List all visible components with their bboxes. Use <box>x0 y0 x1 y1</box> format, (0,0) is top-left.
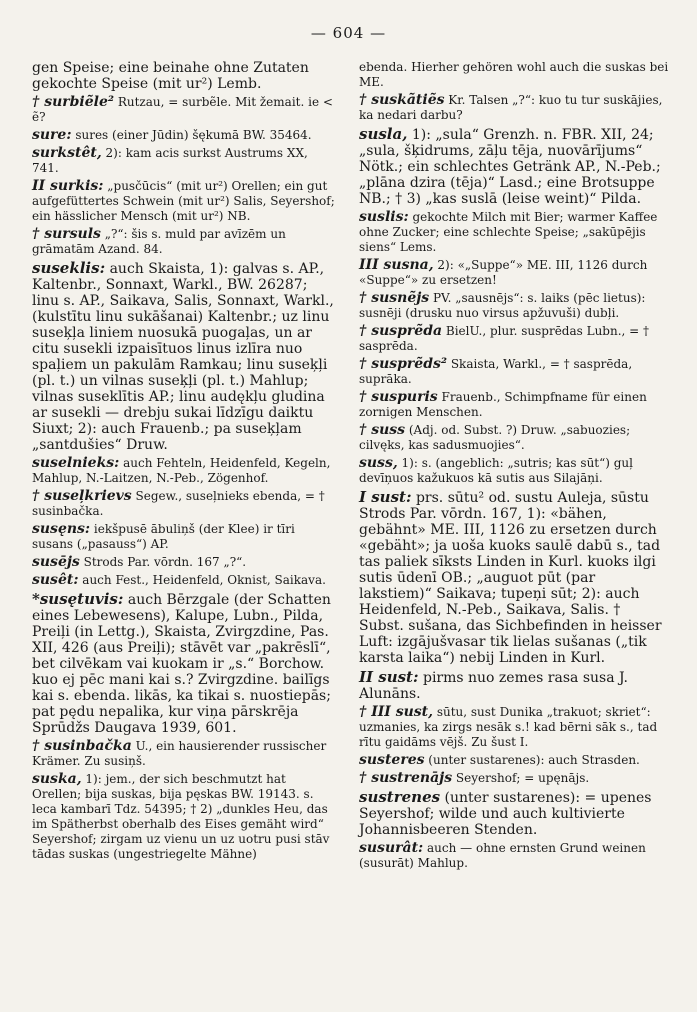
entry-text: sūtu, sust Dunika „trakuot; skriet“: uzmanies, ka zirgs nesāk s.! kad bērni sāk s., tad rītu gaidāms vējš. Zu šust I. <box>359 705 658 749</box>
dictionary-entry <box>359 126 669 207</box>
entry-headword: † susprẽda <box>359 323 443 339</box>
entry-text: 1): s. (angeblich: „sutris; kas sūt“) guļ devīņuos kažukuos kā sutis aus Silajāņi. <box>359 456 633 485</box>
dictionary-entry <box>32 128 336 143</box>
entry-headword: *susętuvis: <box>32 590 124 608</box>
dictionary-entry <box>359 669 669 702</box>
entry-text: gen Speise; eine beinahe ohne Zutaten gekochte Speise (mit ur²) Lemb. <box>32 60 309 92</box>
entry-headword: sustrenes <box>359 788 441 806</box>
dictionary-entry <box>359 60 669 90</box>
entry-headword: † suspuris <box>359 389 438 405</box>
dictionary-entry <box>32 489 336 519</box>
entry-headword: III susna, <box>359 257 434 273</box>
dictionary-entry <box>359 93 669 123</box>
dictionary-entry <box>32 456 336 486</box>
dictionary-entry <box>359 841 669 871</box>
entry-text: 1): jem., der sich beschmutzt hat Orellen; bija suskas, bija pęskas BW. 19143. s. leca kambarī Tdz. 54395; † 2) „dunkles Heu, das im Spätherbst oberhalb des Eises gemäht wird“ Seyershof; zirgam uz vienu un uz uotru pusi stāv tādas suskas (ungestriegelte Mähne) <box>32 772 330 861</box>
entry-headword: † susprẽds² <box>359 356 448 372</box>
entry-headword: suska, <box>32 771 82 787</box>
entry-headword: † suss <box>359 422 406 438</box>
entry-headword: II sust: <box>359 668 419 686</box>
dictionary-entry <box>359 258 669 288</box>
dictionary-entry <box>359 771 669 786</box>
entry-headword: suss, <box>359 455 398 471</box>
dictionary-entry <box>32 227 336 257</box>
dictionary-entry <box>32 772 336 862</box>
entry-text: 2): «„Suppe“» ME. III, 1126 durch «Suppe“» zu ersetzen! <box>359 258 648 287</box>
entry-text: Frauenb., Schimpfname für einen zornigen Menschen. <box>359 390 647 419</box>
entry-text: auch — ohne ernsten Grund weinen (susurāt) Mahlup. <box>359 841 646 870</box>
dictionary-entry <box>359 210 669 255</box>
entry-text: Strods Par. vōrdn. 167 „?“. <box>79 555 247 569</box>
entry-headword: susla, <box>359 125 408 143</box>
entry-headword: susteres <box>359 752 425 768</box>
entry-text: PV. „sausnējs“: s. laiks (pēc lietus): susnēji (drusku nuo virsus apžuvuši) dubļi. <box>359 291 646 320</box>
entry-headword: susurât: <box>359 840 424 856</box>
entry-text: auch Bērzgale (der Schatten eines Lebewesens), Kalupe, Lubn., Pilda, Preiļi (in Lettg.), Skaista, Zvirgzdine, Pas. XII, 426 (aus Preiļi); stāvēt var „pakrēslī“, bet cilvēkam vai kuokam ir „s.“ Borchow. kuo ej pēc mani kai s.? Zvirgzdine. bailīgs kai s. ebenda. likās, ka tikai s. nuostiepās; pat pędu nepalika, kur viņa pārskrēja Sprūdžs Daugava 1939, 601. <box>32 592 331 736</box>
dictionary-entry <box>32 146 336 176</box>
dictionary-entry <box>32 739 336 769</box>
entry-text: Kr. Talsen „?“: kuo tu tur suskājies, ka nedari darbu? <box>359 93 663 122</box>
entry-text: prs. sūtu² od. sustu Auleja, sūstu Strods Par. vōrdn. 167, 1): «bähen, gebähnt» ME. III, 1126 zu ersetzen durch «gebäht»; ja uoša kuoks saulē dabū s., tad tas paliek sīksts Linden in Kurl. kuoks ilgi sutis ūdenī OB.; „auguot pūt (par lakstiem)“ Saikava; tupeņi sūt; 2): auch Heidenfeld, N.-Peb., Saikava, Salis. † Subst. sušana, das Sichbefinden in heisser Luft: izgājušvasar tik lielas sušanas („tik karsta laika“) nebij Linden in Kurl. <box>359 490 662 666</box>
dictionary-entry <box>359 456 669 486</box>
dictionary-entry <box>32 522 336 552</box>
dictionary-entry <box>32 260 336 453</box>
dictionary-entry <box>359 390 669 420</box>
entry-text: Rutzau, = surbẽle. Mit žemait. ie < ẽ? <box>32 95 333 124</box>
page-number: — 604 — <box>310 24 387 42</box>
dictionary-entry <box>32 555 336 570</box>
entry-headword: susējs <box>32 554 80 570</box>
dictionary-entry <box>32 60 336 92</box>
entry-text: pirms nuo zemes rasa susa J. Alunāns. <box>359 670 628 702</box>
dictionary-entry <box>32 591 336 736</box>
entry-headword: suselnieks: <box>32 455 120 471</box>
dictionary-entry <box>32 95 336 125</box>
entry-text: (Adj. od. Subst. ?) Druw. „sabuozies; cilvęks, kas sadusmuojies“. <box>359 423 631 452</box>
entry-headword: sure: <box>32 127 72 143</box>
dictionary-entry <box>359 789 669 838</box>
entry-text: (unter sustarenes): auch Strasden. <box>424 753 640 767</box>
entry-headword: † sursuls <box>32 226 101 242</box>
entry-text: BielU., plur. susprēdas Lubn., = † sasprēda. <box>359 324 650 353</box>
entry-text: (unter sustarenes): = upenes Seyershof; wilde und auch kultivierte Johannisbeeren Stenden. <box>359 790 652 838</box>
entry-text: 1): „sula“ Grenzh. n. FBR. XII, 24; „sula, šķidrums, zāļu tēja, nuovārījums“ Nötk.; ein schlechtes Getränk AP., N.-Peb.; „plāna dzira (tēja)“ Lasd.; eine Brotsuppe NB.; † 3) „kas suslā (leise weint)“ Pilda. <box>359 127 661 207</box>
dictionary-entry <box>32 573 336 588</box>
left-column <box>32 60 336 865</box>
entry-text: ebenda. Hierher gehören wohl auch die suskas bei ME. <box>359 60 669 89</box>
dictionary-entry <box>359 357 669 387</box>
entry-text: auch Fest., Heidenfeld, Oknist, Saikava. <box>78 573 326 587</box>
right-column <box>359 60 669 874</box>
entry-text: Seyershof; = upęnājs. <box>452 771 590 785</box>
dictionary-entry <box>359 489 669 666</box>
entry-headword: susęns: <box>32 521 91 537</box>
entry-text: Segew., suseļnieks ebenda, = † susinbačka. <box>32 489 325 518</box>
entry-headword: † III sust, <box>359 704 433 720</box>
entry-headword: † susinbačka <box>32 738 132 754</box>
entry-text: 2): kam acis surkst Austrums XX, 741. <box>32 146 308 175</box>
entry-text: „pusčūcis“ (mit ur²) Orellen; ein gut aufgefüttertes Schwein (mit ur²) Salis, Seyershof; ein hässlicher Mensch (mit ur²) NB. <box>32 179 335 223</box>
entry-text: sures (einer Jūdin) šękumā BW. 35464. <box>71 128 312 142</box>
entry-headword: I sust: <box>359 488 412 506</box>
entry-headword: II surkis: <box>32 178 104 194</box>
entry-headword: suseklis: <box>32 259 106 277</box>
entry-headword: † suseļkrievs <box>32 488 132 504</box>
dictionary-entry <box>359 753 669 768</box>
dictionary-entry <box>359 423 669 453</box>
entry-text: „?“: šis s. muld par avīzēm un grāmatām Azand. 84. <box>32 227 286 256</box>
entry-headword: surkstêt, <box>32 145 102 161</box>
entry-headword: † surbiẽle² <box>32 94 115 110</box>
entry-text: gekochte Milch mit Bier; warmer Kaffee ohne Zucker; eine schlechte Speise; „sakūpējis siens“ Lems. <box>359 210 658 254</box>
dictionary-entry <box>359 705 669 750</box>
entry-headword: susêt: <box>32 572 79 588</box>
dictionary-entry <box>359 324 669 354</box>
dictionary-entry <box>359 291 669 321</box>
entry-headword: † suskãtiẽs <box>359 92 445 108</box>
entry-text: Skaista, Warkl., = † sasprēda, suprāka. <box>359 357 633 386</box>
entry-text: auch Fehteln, Heidenfeld, Kegeln, Mahlup, N.-Laitzen, N.-Peb., Zögenhof. <box>32 456 331 485</box>
entry-text: iekšpusē ābuliņš (der Klee) ir tīri susans („pasauss“) AP. <box>32 522 295 551</box>
entry-headword: suslis: <box>359 209 409 225</box>
entry-headword: † sustrenājs <box>359 770 453 786</box>
dictionary-entry <box>32 179 336 224</box>
entry-headword: † susnẽjs <box>359 290 430 306</box>
entry-text: auch Skaista, 1): galvas s. AP., Kaltenbr., Sonnaxt, Warkl., BW. 26287; linu s. AP., Saikava, Salis, Sonnaxt, Warkl., (kulstītu linu sukāšanai) Kaltenbr.; uz linu suseķļa liniem nuosukā puogaļas, un ar citu susekli izpaisītuos linus izlīra nuo spaļiem un pakulām Ramkau; linu suseķļi (pl. t.) un vilnas suseķļi (pl. t.) Mahlup; vilnas suseklītis AP.; linu audękļu gludina ar susekli — drebju sukai līdzīgu daiktu Siuxt; 2): auch Frauenb.; pa suseķļam „santdušies“ Druw. <box>32 261 334 453</box>
entry-text: U., ein hausierender russischer Krämer. Zu susiņš. <box>32 739 327 768</box>
